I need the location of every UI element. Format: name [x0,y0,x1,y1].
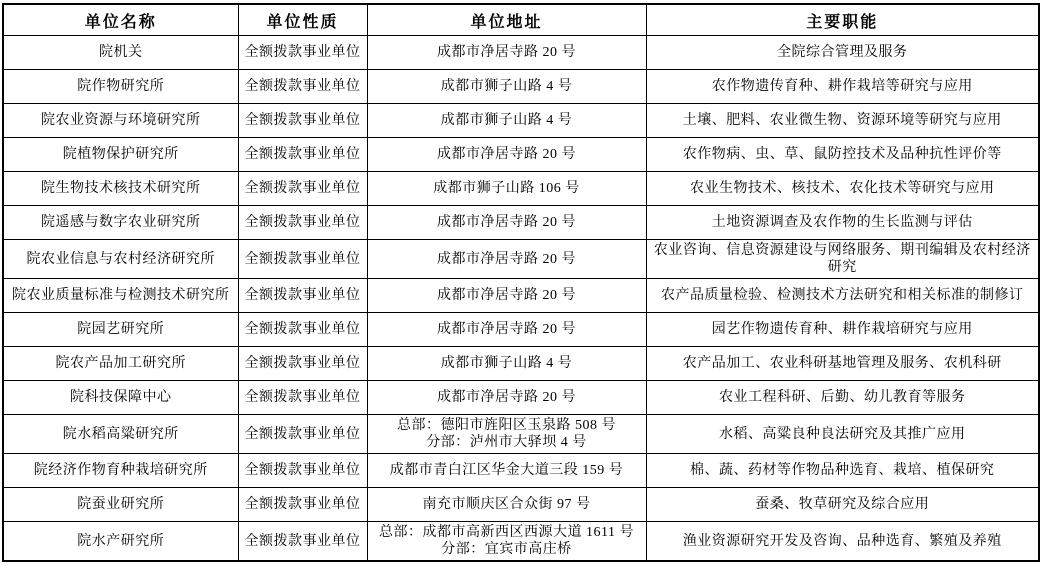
table-row [3,206,1039,240]
table-row [3,454,1039,488]
cell-unit-name: 院作物研究所 [3,70,238,104]
cell-unit-name: 院农业资源与环境研究所 [3,104,238,138]
cell-unit-address [367,172,646,206]
cell-main-functions: 农作物病、虫、草、鼠防控技术及品种抗性评价等 [646,138,1039,172]
address-line: 总部：德阳市旌阳区玉泉路 508 号 [397,418,616,433]
cell-unit-address [367,240,646,279]
address-line: 成都市净居寺路 20 号 [437,251,576,267]
table-row [3,488,1039,522]
header-unit-name: 单位名称 [3,4,238,36]
header-unit-nature: 单位性质 [238,4,367,36]
table-row [3,279,1039,313]
address-line: 成都市净居寺路 20 号 [437,147,576,162]
table-row [3,138,1039,172]
cell-main-functions: 蚕桑、牧草研究及综合应用 [646,488,1039,522]
cell-main-functions: 农产品质量检验、检测技术方法研究和相关标准的制修订 [646,279,1039,313]
cell-main-functions: 农业生物技术、核技术、农化技术等研究与应用 [646,172,1039,206]
cell-unit-nature: 全额拨款事业单位 [238,381,367,415]
cell-main-functions: 全院综合管理及服务 [646,36,1039,70]
cell-unit-nature: 全额拨款事业单位 [238,454,367,488]
table-row [3,522,1039,562]
cell-main-functions: 农业工程科研、后勤、幼儿教育等服务 [646,381,1039,415]
table-row [3,36,1039,70]
cell-unit-address [367,313,646,347]
address-line: 成都市狮子山路 4 号 [440,113,573,128]
address-line: 成都市净居寺路 20 号 [437,215,576,230]
cell-unit-nature: 全额拨款事业单位 [238,70,367,104]
header-row [3,4,1039,36]
cell-unit-name: 院农产品加工研究所 [3,347,238,381]
table-body [3,36,1039,562]
cell-unit-name: 院植物保护研究所 [3,138,238,172]
cell-unit-name: 院科技保障中心 [3,381,238,415]
cell-main-functions: 农作物遗传育种、耕作栽培等研究与应用 [646,70,1039,104]
cell-main-functions: 园艺作物遗传育种、耕作栽培研究与应用 [646,313,1039,347]
address-line: 成都市狮子山路 4 号 [440,79,573,94]
cell-unit-address [367,415,646,454]
table-header [3,4,1039,36]
address-line: 分部：宜宾市高庄桥 [441,542,572,557]
cell-unit-name: 院机关 [3,36,238,70]
table-row [3,415,1039,454]
cell-unit-address [367,206,646,240]
cell-unit-address [367,381,646,415]
cell-unit-address [367,104,646,138]
cell-unit-address [367,522,646,562]
cell-unit-nature: 全额拨款事业单位 [238,415,367,454]
table-row [3,70,1039,104]
cell-unit-nature: 全额拨款事业单位 [238,36,367,70]
units-table [2,3,1040,562]
table-row [3,313,1039,347]
cell-unit-name: 院农业质量标准与检测技术研究所 [3,279,238,313]
cell-unit-nature: 全额拨款事业单位 [238,104,367,138]
table-row [3,240,1039,279]
cell-unit-address [367,138,646,172]
address-line: 成都市净居寺路 20 号 [437,322,576,337]
address-line: 成都市狮子山路 106 号 [433,181,580,196]
cell-unit-nature: 全额拨款事业单位 [238,347,367,381]
cell-main-functions: 棉、蔬、药材等作物品种选育、栽培、植保研究 [646,454,1039,488]
table-row [3,347,1039,381]
cell-unit-nature: 全额拨款事业单位 [238,138,367,172]
header-unit-address: 单位地址 [367,4,646,36]
cell-main-functions: 水稻、高粱良种良法研究及其推广应用 [646,415,1039,454]
cell-unit-name: 院园艺研究所 [3,313,238,347]
table-row [3,381,1039,415]
cell-unit-name: 院遥感与数字农业研究所 [3,206,238,240]
cell-unit-name: 院水产研究所 [3,522,238,562]
cell-unit-nature: 全额拨款事业单位 [238,279,367,313]
address-line: 成都市净居寺路 20 号 [437,390,576,405]
cell-unit-nature: 全额拨款事业单位 [238,206,367,240]
address-line: 分部：泸州市大驿坝 4 号 [426,435,587,450]
address-line: 南充市顺庆区合众街 97 号 [422,497,591,512]
address-line: 成都市狮子山路 4 号 [440,356,573,371]
cell-main-functions: 渔业资源研究开发及咨询、品种选育、繁殖及养殖 [646,522,1039,562]
cell-unit-address [367,454,646,488]
cell-unit-name: 院经济作物育种栽培研究所 [3,454,238,488]
cell-unit-nature: 全额拨款事业单位 [238,240,367,279]
cell-unit-address [367,488,646,522]
cell-unit-address [367,279,646,313]
cell-main-functions: 农产品加工、农业科研基地管理及服务、农机科研 [646,347,1039,381]
cell-unit-nature: 全额拨款事业单位 [238,172,367,206]
cell-unit-address [367,36,646,70]
cell-unit-nature: 全额拨款事业单位 [238,522,367,562]
table-row [3,104,1039,138]
cell-main-functions: 农业咨询、信息资源建设与网络服务、期刊编辑及农村经济研究 [646,240,1039,279]
cell-unit-name: 院水稻高粱研究所 [3,415,238,454]
address-line: 总部：成都市高新西区西源大道 1611 号 [379,525,634,540]
address-line: 成都市净居寺路 20 号 [437,288,576,303]
cell-unit-address [367,347,646,381]
cell-main-functions: 土壤、肥料、农业微生物、资源环境等研究与应用 [646,104,1039,138]
header-main-functions: 主要职能 [646,4,1039,36]
cell-unit-address [367,70,646,104]
cell-main-functions: 土地资源调查及农作物的生长监测与评估 [646,206,1039,240]
cell-unit-nature: 全额拨款事业单位 [238,313,367,347]
cell-unit-name: 院生物技术核技术研究所 [3,172,238,206]
cell-unit-name: 院农业信息与农村经济研究所 [3,240,238,279]
address-line: 成都市青白江区华金大道三段 159 号 [389,463,624,478]
table-row [3,172,1039,206]
cell-unit-name: 院蚕业研究所 [3,488,238,522]
address-line: 成都市净居寺路 20 号 [437,45,576,60]
cell-unit-nature: 全额拨款事业单位 [238,488,367,522]
